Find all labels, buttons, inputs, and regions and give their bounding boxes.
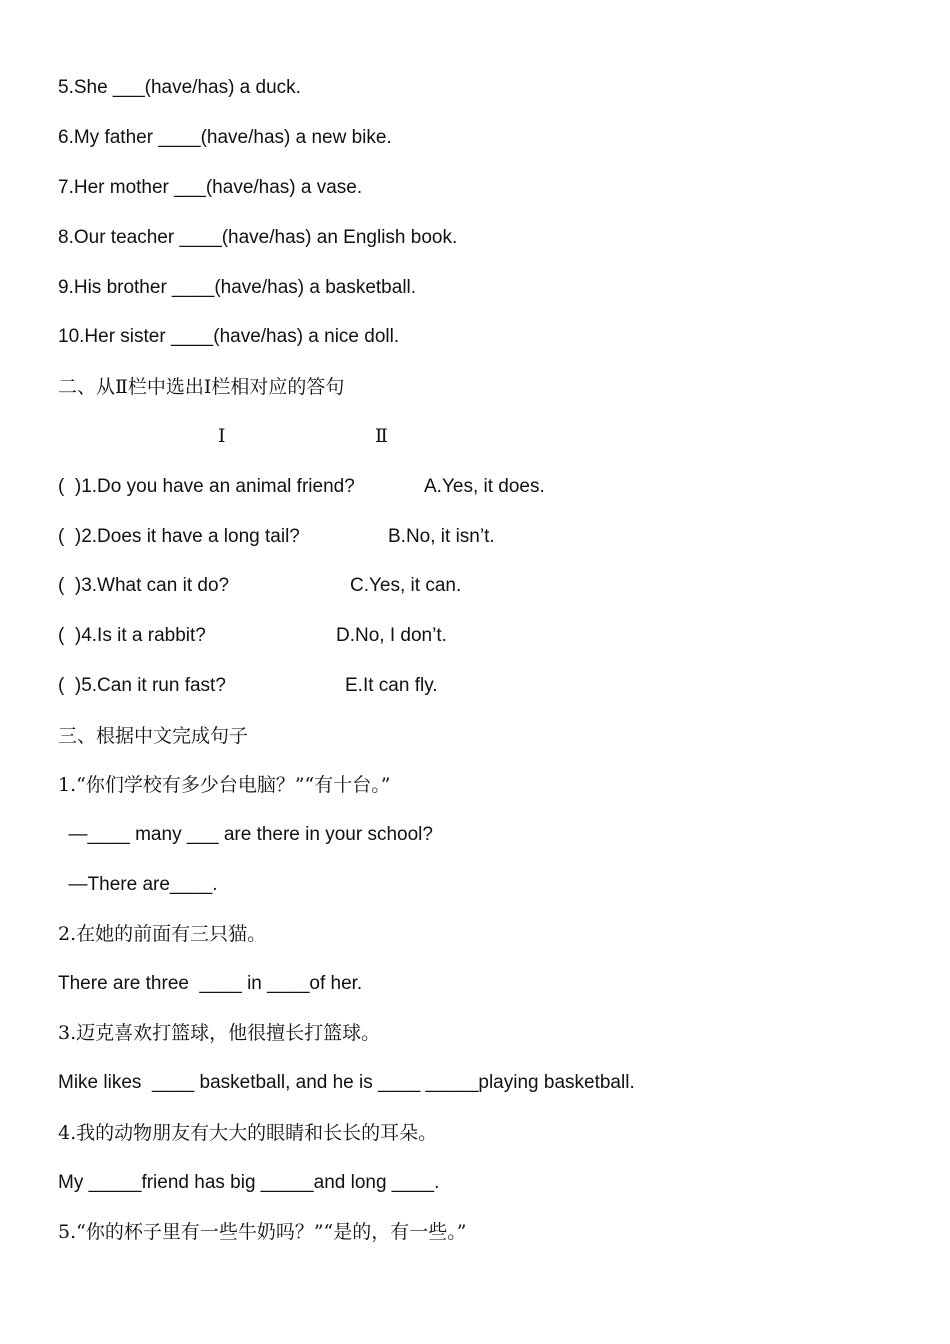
match-answer: E.It can fly. <box>345 675 438 696</box>
exercise-line: —There are____. <box>58 874 218 895</box>
exercise-line: There are three ____ in ____of her. <box>58 973 363 994</box>
column-header: Ⅰ <box>218 425 226 447</box>
match-answer: C.Yes, it can. <box>350 575 462 596</box>
exercise-line: 9.His brother ____(have/has) a basketball. <box>58 277 417 298</box>
match-answer: B.No, it isn’t. <box>388 526 495 547</box>
match-question: ( )1.Do you have an animal friend? <box>58 476 355 497</box>
section-heading: 三、根据中文完成句子 <box>58 725 249 747</box>
exercise-line: 6.My father ____(have/has) a new bike. <box>58 127 392 148</box>
match-answer: A.Yes, it does. <box>424 476 545 497</box>
section-heading: 二、从Ⅱ栏中选出Ⅰ栏相对应的答句 <box>58 376 345 398</box>
match-question: ( )3.What can it do? <box>58 575 230 596</box>
exercise-line: 5.“你的杯子里有一些牛奶吗？”“是的，有一些。” <box>58 1221 467 1243</box>
exercise-line: 8.Our teacher ____(have/has) an English book. <box>58 227 458 248</box>
column-header: Ⅱ <box>375 425 388 447</box>
exercise-line: 4.我的动物朋友有大大的眼睛和长长的耳朵。 <box>58 1122 438 1144</box>
exercise-line: 10.Her sister ____(have/has) a nice doll. <box>58 326 400 347</box>
exercise-line: 5.She ___(have/has) a duck. <box>58 77 301 98</box>
exercise-line: 3.迈克喜欢打篮球，他很擅长打篮球。 <box>58 1022 381 1044</box>
exercise-line: 1.“你们学校有多少台电脑？”“有十台。” <box>58 774 391 796</box>
exercise-line: —____ many ___ are there in your school? <box>58 824 433 845</box>
exercise-line: 7.Her mother ___(have/has) a vase. <box>58 177 363 198</box>
exercise-line: My _____friend has big _____and long ____. <box>58 1172 440 1193</box>
match-question: ( )4.Is it a rabbit? <box>58 625 206 646</box>
exercise-line: 2.在她的前面有三只猫。 <box>58 923 267 945</box>
match-question: ( )5.Can it run fast? <box>58 675 226 696</box>
match-answer: D.No, I don’t. <box>336 625 447 646</box>
match-question: ( )2.Does it have a long tail? <box>58 526 300 547</box>
exercise-line: Mike likes ____ basketball, and he is ____ _____playing basketball. <box>58 1072 635 1093</box>
